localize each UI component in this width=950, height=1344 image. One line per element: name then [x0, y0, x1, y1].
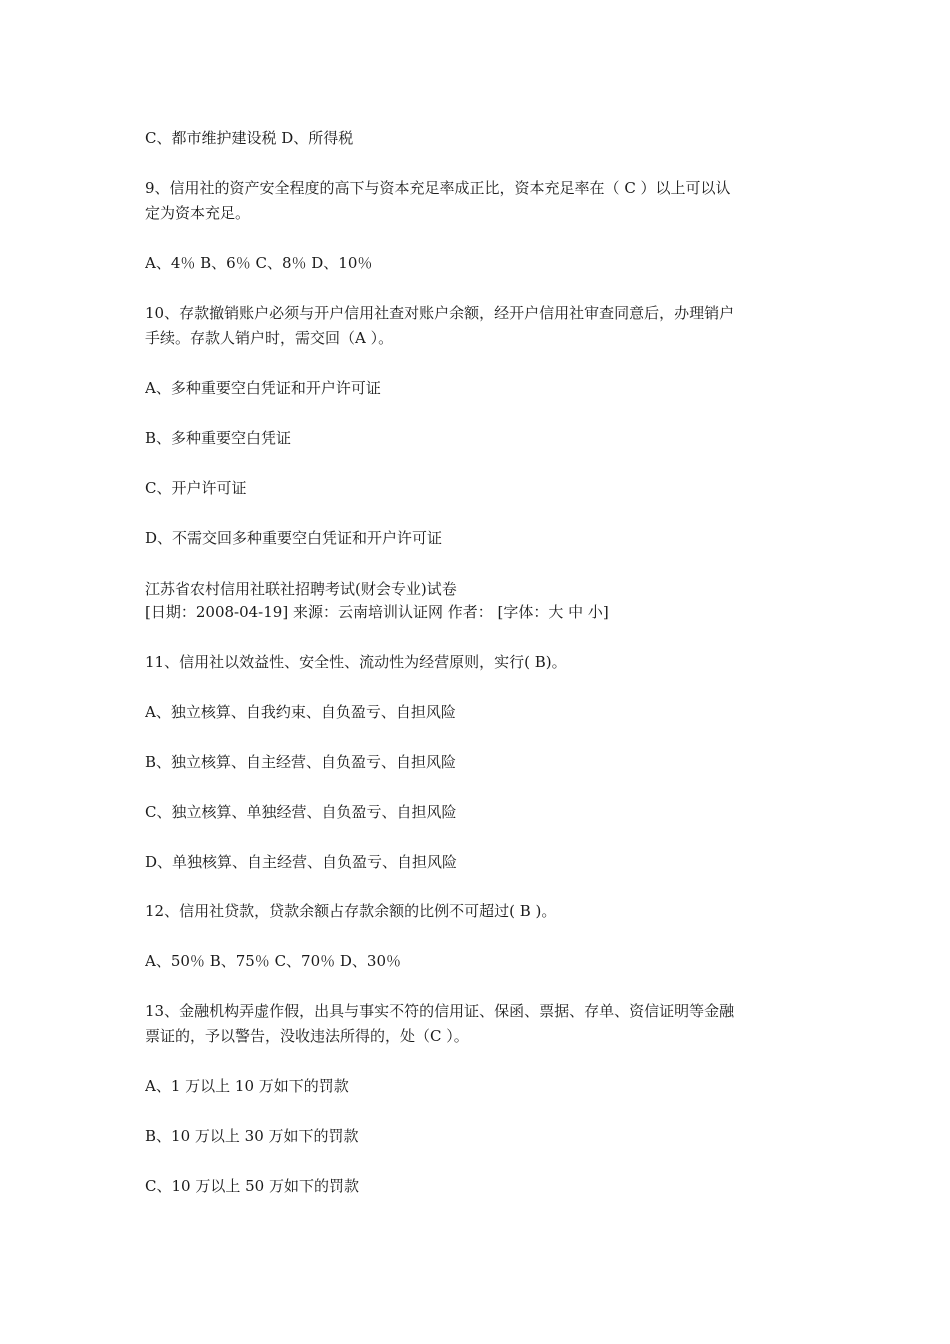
question-11-option-c: C、独立核算、单独经营、自负盈亏、自担风险 — [145, 803, 457, 821]
question-11-option-d: D、单独核算、自主经营、自负盈亏、自担风险 — [145, 853, 458, 871]
question-9-options: A、4％ B、6％ C、8％ D、10％ — [145, 254, 373, 272]
question-9-line-2: 定为资本充足。 — [145, 204, 251, 222]
option-line: C、都市维护建设税 D、所得税 — [145, 129, 354, 147]
question-13-line-1: 13、金融机构弄虚作假，出具与事实不符的信用证、保函、票据、存单、资信证明等金融 — [145, 1002, 735, 1020]
question-13-line-2: 票证的，予以警告，没收违法所得的，处（C ）。 — [145, 1027, 469, 1045]
question-10-option-d: D、不需交回多种重要空白凭证和开户许可证 — [145, 529, 443, 547]
question-12: 12、信用社贷款，贷款余额占存款余额的比例不可超过( B )。 — [145, 902, 557, 920]
question-10-option-c: C、开户许可证 — [145, 479, 247, 497]
question-10-option-b: B、多种重要空白凭证 — [145, 429, 292, 447]
question-9-line-1: 9、信用社的资产安全程度的高下与资本充足率成正比，资本充足率在（ C ）以上可以认 — [145, 179, 731, 197]
question-10-line-1: 10、存款撤销账户必须与开户信用社查对账户余额，经开户信用社审查同意后，办理销户 — [145, 304, 735, 322]
question-10-line-2: 手续。存款人销户时，需交回（A ）。 — [145, 329, 394, 347]
question-12-options: A、50％ B、75％ C、70％ D、30％ — [145, 952, 402, 970]
section-title: 江苏省农村信用社联社招聘考试(财会专业)试卷 — [145, 580, 457, 598]
question-13-option-c: C、10 万以上 50 万如下的罚款 — [145, 1177, 359, 1195]
section-meta: [日期：2008-04-19] 来源：云南培训认证网 作者： [字体：大 中 小] — [145, 603, 609, 621]
question-13-option-b: B、10 万以上 30 万如下的罚款 — [145, 1127, 359, 1145]
question-11: 11、信用社以效益性、安全性、流动性为经营原则，实行( B)。 — [145, 653, 567, 671]
question-11-option-b: B、独立核算、自主经营、自负盈亏、自担风险 — [145, 753, 457, 771]
question-11-option-a: A、独立核算、自我约束、自负盈亏、自担风险 — [145, 703, 456, 721]
question-13-option-a: A、1 万以上 10 万如下的罚款 — [145, 1077, 349, 1095]
question-10-option-a: A、多种重要空白凭证和开户许可证 — [145, 379, 381, 397]
